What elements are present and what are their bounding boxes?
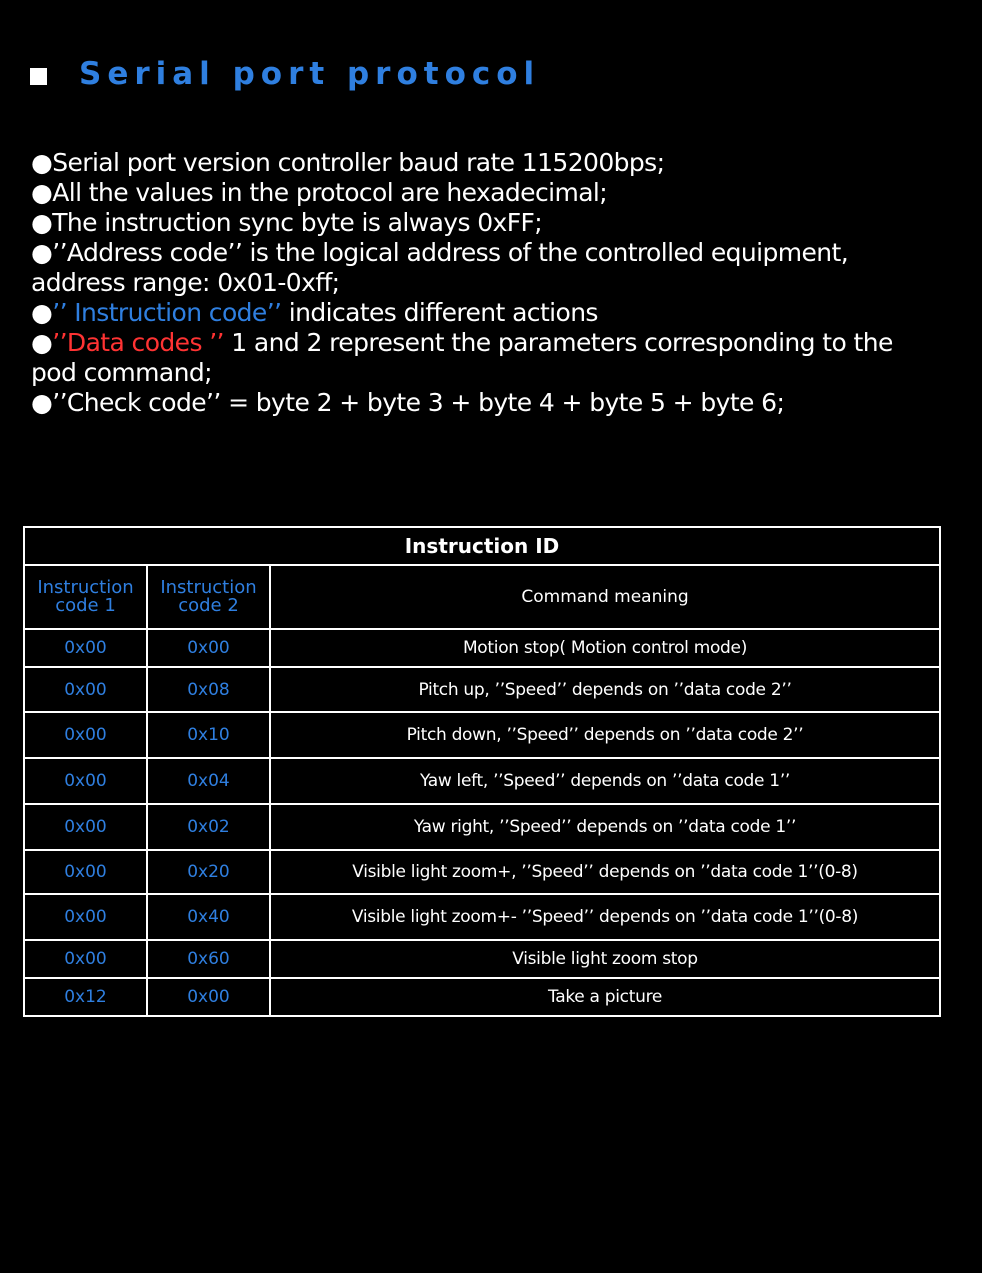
- table-title: Instruction ID: [24, 527, 940, 565]
- table-row: [24, 804, 940, 850]
- cell-command-meaning: Yaw left, ’’Speed’’ depends on ’’data code 1’’: [270, 758, 940, 804]
- bullet-dot-icon: ●: [31, 328, 53, 357]
- cell-code-1: 0x00: [24, 712, 147, 758]
- table-row: [24, 894, 940, 940]
- note-hexadecimal: ●All the values in the protocol are hexadecimal;: [31, 178, 608, 207]
- table-row: [24, 940, 940, 978]
- cell-command-meaning: Visible light zoom+- ’’Speed’’ depends on ’’data code 1’’(0-8): [270, 894, 940, 940]
- cell-command-meaning: Pitch down, ’’Speed’’ depends on ’’data code 2’’: [270, 712, 940, 758]
- table-row: [24, 850, 940, 894]
- protocol-notes: [31, 148, 931, 418]
- bullet-dot-icon: ●: [31, 208, 53, 237]
- cell-code-1: 0x00: [24, 758, 147, 804]
- table-title-row: [24, 527, 940, 565]
- cell-code-1: 0x00: [24, 667, 147, 712]
- note-address-code: ●’’Address code’’ is the logical address of the controlled equipment, address range: 0x01-0xff;: [31, 238, 849, 297]
- cell-code-2: 0x20: [147, 850, 270, 894]
- cell-code-1: 0x00: [24, 894, 147, 940]
- cell-code-1: 0x12: [24, 978, 147, 1016]
- bullet-dot-icon: ●: [31, 148, 53, 177]
- table-row: [24, 712, 940, 758]
- cell-code-1: 0x00: [24, 940, 147, 978]
- table-row: [24, 978, 940, 1016]
- bullet-dot-icon: ●: [31, 388, 53, 417]
- instruction-table: [23, 526, 941, 1017]
- cell-command-meaning: Take a picture: [270, 978, 940, 1016]
- header-command-meaning: Command meaning: [270, 565, 940, 629]
- cell-code-2: 0x04: [147, 758, 270, 804]
- section-heading: [30, 56, 540, 92]
- bullet-dot-icon: ●: [31, 298, 53, 327]
- header-instruction-code-1: Instruction code 1: [24, 565, 147, 629]
- note-check-code: ●’’Check code’’ = byte 2 + byte 3 + byte 4 + byte 5 + byte 6;: [31, 388, 785, 417]
- cell-code-2: 0x08: [147, 667, 270, 712]
- cell-command-meaning: Yaw right, ’’Speed’’ depends on ’’data code 1’’: [270, 804, 940, 850]
- cell-code-1: 0x00: [24, 629, 147, 667]
- bullet-dot-icon: ●: [31, 238, 53, 267]
- cell-command-meaning: Motion stop( Motion control mode): [270, 629, 940, 667]
- table-row: [24, 629, 940, 667]
- highlight-instruction-code: ’’ Instruction code’’: [52, 298, 282, 327]
- cell-command-meaning: Pitch up, ’’Speed’’ depends on ’’data code 2’’: [270, 667, 940, 712]
- cell-code-1: 0x00: [24, 804, 147, 850]
- note-instruction-code: ●’’ Instruction code’’ indicates different actions: [31, 298, 598, 327]
- table-header-row: [24, 565, 940, 629]
- cell-code-2: 0x60: [147, 940, 270, 978]
- note-baud-rate: ●Serial port version controller baud rate 115200bps;: [31, 148, 665, 177]
- cell-command-meaning: Visible light zoom+, ’’Speed’’ depends on ’’data code 1’’(0-8): [270, 850, 940, 894]
- note-data-codes: ●’’Data codes ’’ 1 and 2 represent the parameters corresponding to the pod command;: [31, 328, 893, 387]
- cell-code-1: 0x00: [24, 850, 147, 894]
- heading-title: Serial port protocol: [79, 56, 541, 92]
- cell-command-meaning: Visible light zoom stop: [270, 940, 940, 978]
- cell-code-2: 0x40: [147, 894, 270, 940]
- highlight-data-codes: ’’Data codes ’’: [52, 328, 224, 357]
- header-instruction-code-2: Instruction code 2: [147, 565, 270, 629]
- table-row: [24, 667, 940, 712]
- cell-code-2: 0x00: [147, 978, 270, 1016]
- bullet-dot-icon: ●: [31, 178, 53, 207]
- cell-code-2: 0x00: [147, 629, 270, 667]
- cell-code-2: 0x02: [147, 804, 270, 850]
- note-sync-byte: ●The instruction sync byte is always 0xFF;: [31, 208, 543, 237]
- table-row: [24, 758, 940, 804]
- square-bullet-icon: [30, 68, 47, 85]
- cell-code-2: 0x10: [147, 712, 270, 758]
